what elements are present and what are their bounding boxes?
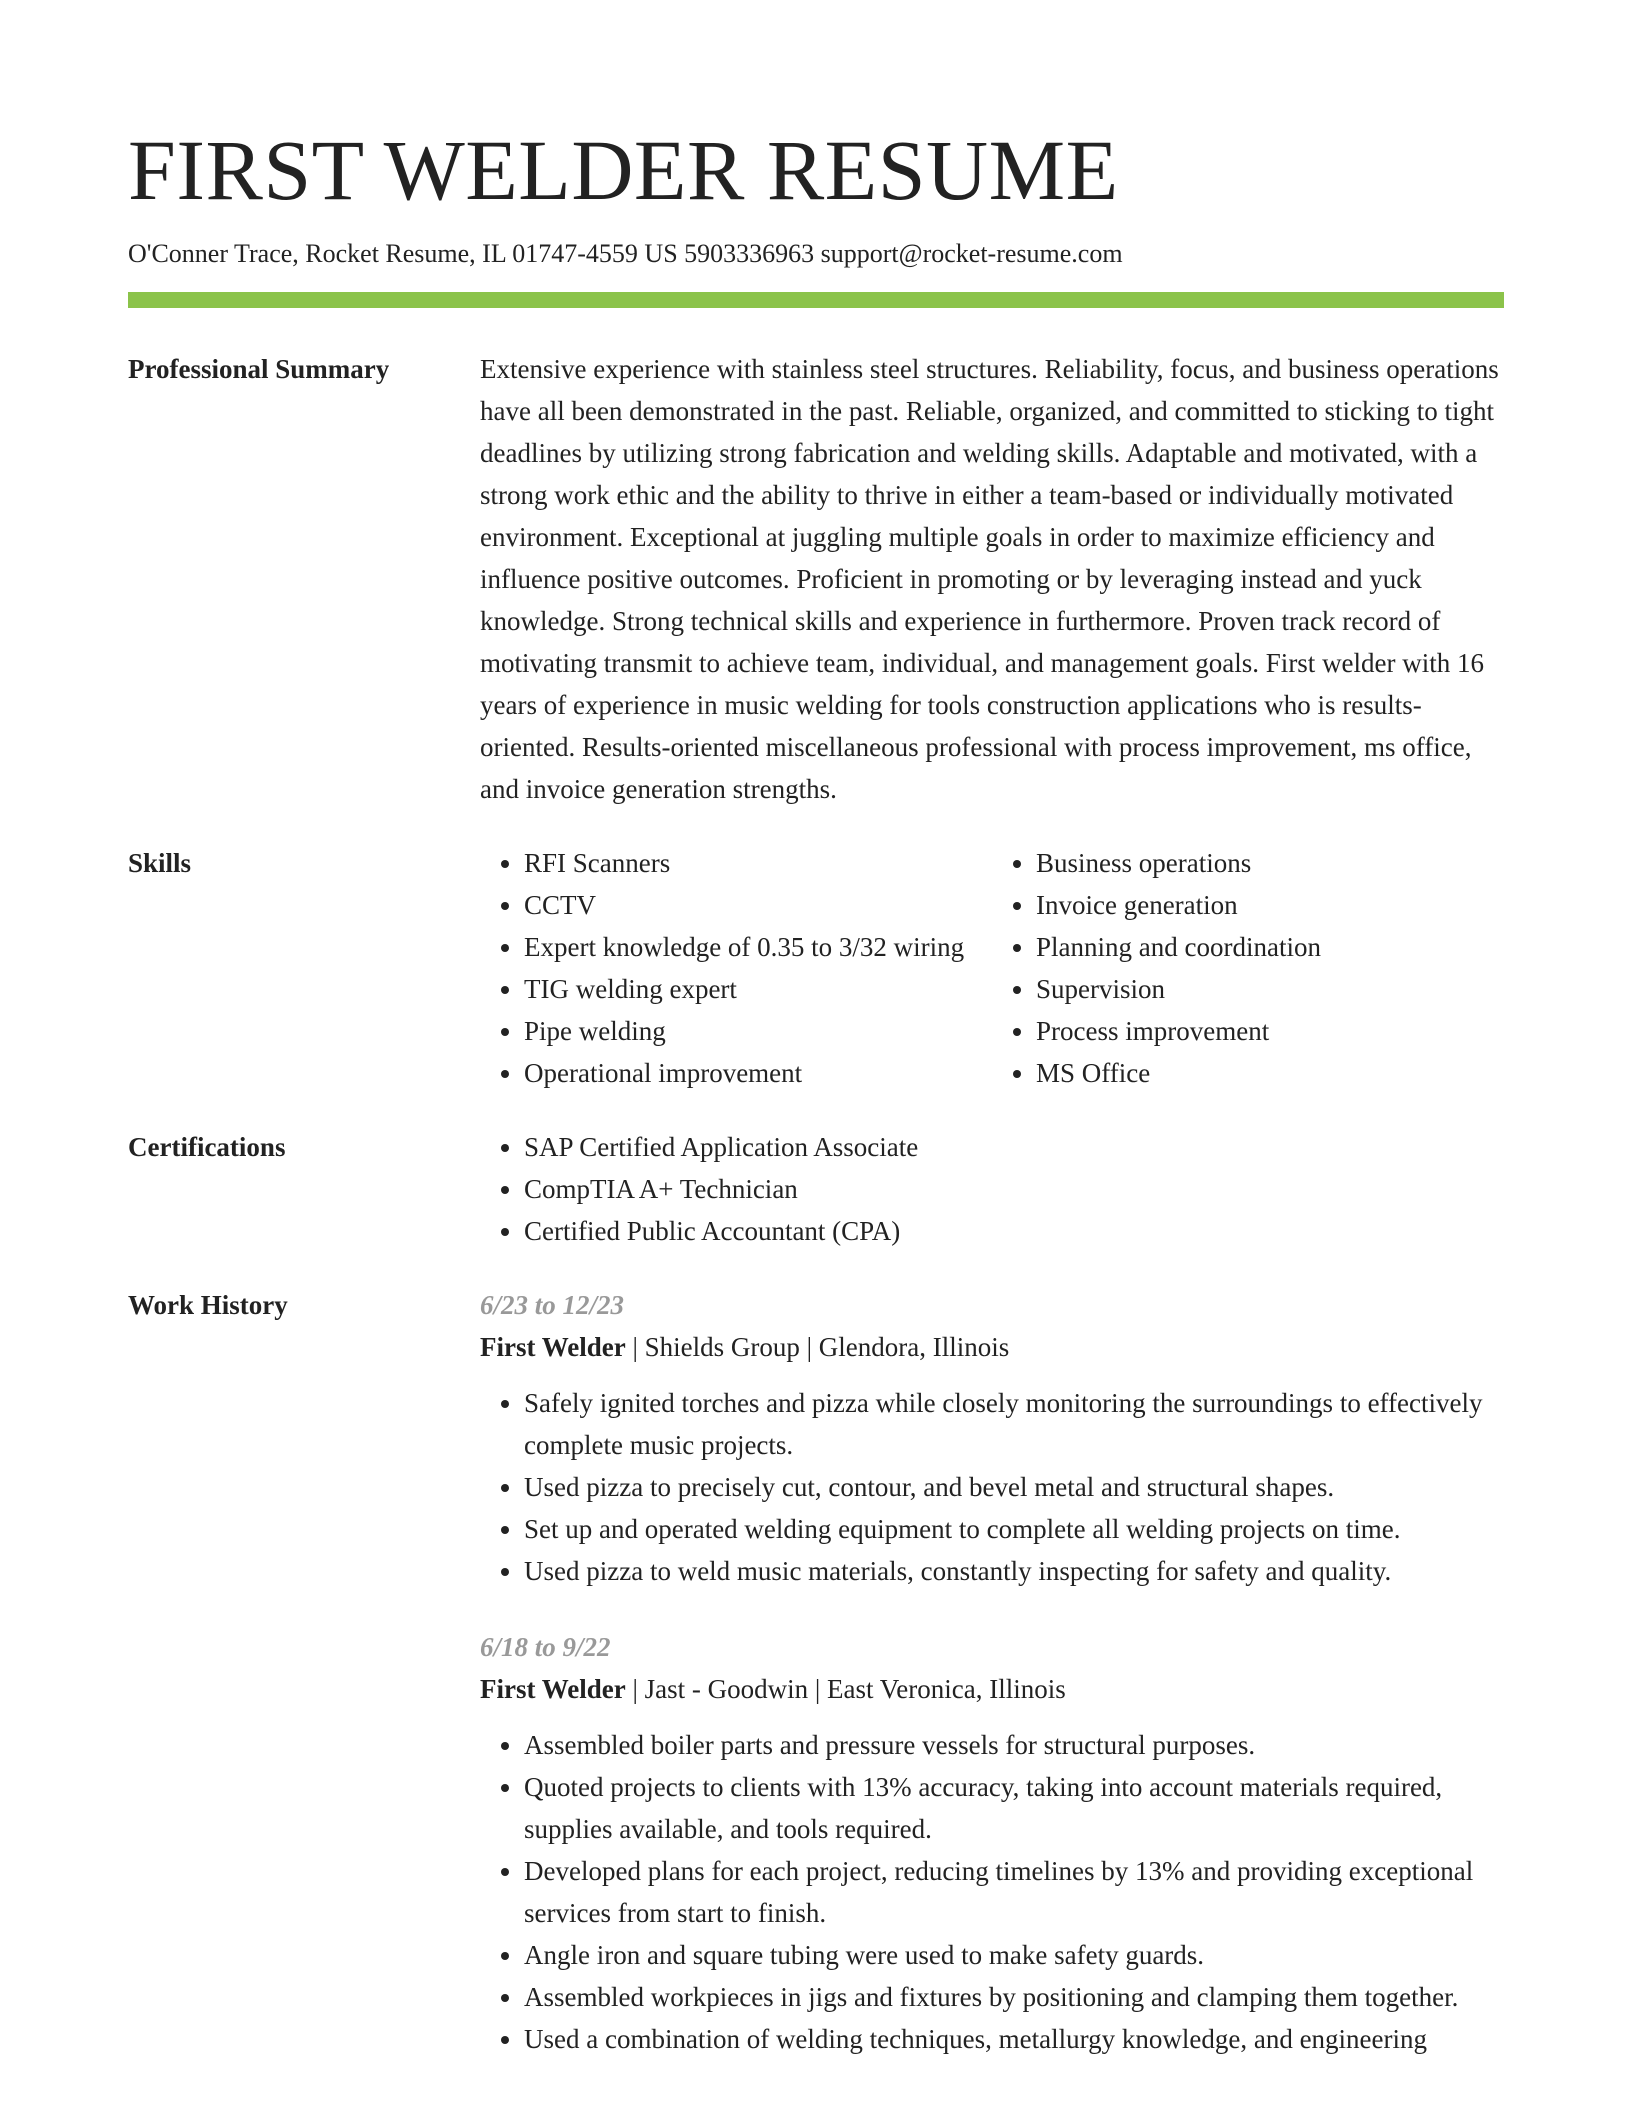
job-dates: 6/18 to 9/22 (480, 1632, 611, 1662)
resume-name: FIRST WELDER RESUME (128, 122, 1119, 218)
job-dates: 6/23 to 12/23 (480, 1290, 625, 1320)
section-title: Work History (128, 1290, 288, 1320)
section-title: Skills (128, 848, 192, 878)
skill-item: • Pipe welding (524, 1010, 992, 1052)
job-bullet: • Quoted projects to clients with 13% accuracy, taking into account materials required, supplies available, and tools required. (524, 1766, 1504, 1850)
certification-item: • SAP Certified Application Associate (524, 1126, 1504, 1168)
skill-item: • TIG welding expert (524, 968, 992, 1010)
certification-item: • Certified Public Accountant (CPA) (524, 1210, 1504, 1252)
job-heading (480, 1326, 1504, 1368)
job-heading (480, 1668, 1504, 1710)
section-body (480, 348, 1504, 810)
skill-item: • Planning and coordination (1036, 926, 1504, 968)
job-entry (480, 1626, 1504, 2060)
certifications-list (480, 1126, 1504, 1252)
skill-item: • Operational improvement (524, 1052, 992, 1094)
section-body (480, 1284, 1504, 2094)
job-bullet: • Assembled workpieces in jigs and fixtures by positioning and clamping them together. (524, 1976, 1504, 2018)
skill-item: • Supervision (1036, 968, 1504, 1010)
skills-list-right (992, 842, 1504, 1094)
skills-section (128, 842, 1504, 1094)
job-bullet: • Set up and operated welding equipment to complete all welding projects on time. (524, 1508, 1504, 1550)
job-bullet: • Used a combination of welding techniques, metallurgy knowledge, and engineering (524, 2018, 1504, 2060)
skill-item: • Expert knowledge of 0.35 to 3/32 wiring (524, 926, 992, 968)
skill-item: • MS Office (1036, 1052, 1504, 1094)
skills-columns (480, 842, 1504, 1094)
job-bullet: • Used pizza to weld music materials, constantly inspecting for safety and quality. (524, 1550, 1504, 1592)
job-bullets (480, 1724, 1504, 2060)
accent-divider (128, 292, 1504, 308)
job-bullets (480, 1382, 1504, 1592)
skill-item: • Business operations (1036, 842, 1504, 884)
skill-item: • Invoice generation (1036, 884, 1504, 926)
job-bullet: • Assembled boiler parts and pressure vessels for structural purposes. (524, 1724, 1504, 1766)
work-history-section (128, 1284, 1504, 2094)
job-entry (480, 1284, 1504, 1592)
section-body (480, 1126, 1504, 1252)
job-details: | Shields Group | Glendora, Illinois (625, 1332, 1010, 1362)
job-bullet: • Developed plans for each project, reducing timelines by 13% and providing exceptional services from start to finish. (524, 1850, 1504, 1934)
skill-item: • RFI Scanners (524, 842, 992, 884)
job-details: | Jast - Goodwin | East Veronica, Illinois (625, 1674, 1066, 1704)
summary-text: Extensive experience with stainless steel structures. Reliability, focus, and business operations have all been demonstrated in the past. Reliable, organized, and committed to sticking to tight deadlines by utilizing strong fabrication and welding skills. Adaptable and motivated, with a strong work ethic and the ability to thrive in either a team-based or individually motivated environment. Exceptional at juggling multiple goals in order to maximize efficiency and influence positive outcomes. Proficient in promoting or by leveraging instead and yuck knowledge. Strong technical skills and experience in furthermore. Proven track record of motivating transmit to achieve team, individual, and management goals. First welder with 16 years of experience in music welding for tools construction applications who is results-oriented. Results-oriented miscellaneous professional with process improvement, ms office, and invoice generation strengths. (480, 354, 1499, 804)
skill-item: • CCTV (524, 884, 992, 926)
job-bullet: • Used pizza to precisely cut, contour, and bevel metal and structural shapes. (524, 1466, 1504, 1508)
resume-sections (128, 348, 1504, 2094)
job-title: First Welder (480, 1674, 626, 1704)
job-bullet: • Safely ignited torches and pizza while closely monitoring the surroundings to effectively complete music projects. (524, 1382, 1504, 1466)
job-title: First Welder (480, 1332, 626, 1362)
skills-list-left (480, 842, 992, 1094)
skill-item: • Process improvement (1036, 1010, 1504, 1052)
certifications-section (128, 1126, 1504, 1252)
section-title: Professional Summary (128, 354, 390, 384)
contact-line: O'Conner Trace, Rocket Resume, IL 01747-4559 US 5903336963 support@rocket-resume.com (128, 239, 1123, 268)
certification-item: • CompTIA A+ Technician (524, 1168, 1504, 1210)
professional-summary-section (128, 348, 1504, 810)
job-bullet: • Angle iron and square tubing were used to make safety guards. (524, 1934, 1504, 1976)
section-title: Certifications (128, 1132, 286, 1162)
